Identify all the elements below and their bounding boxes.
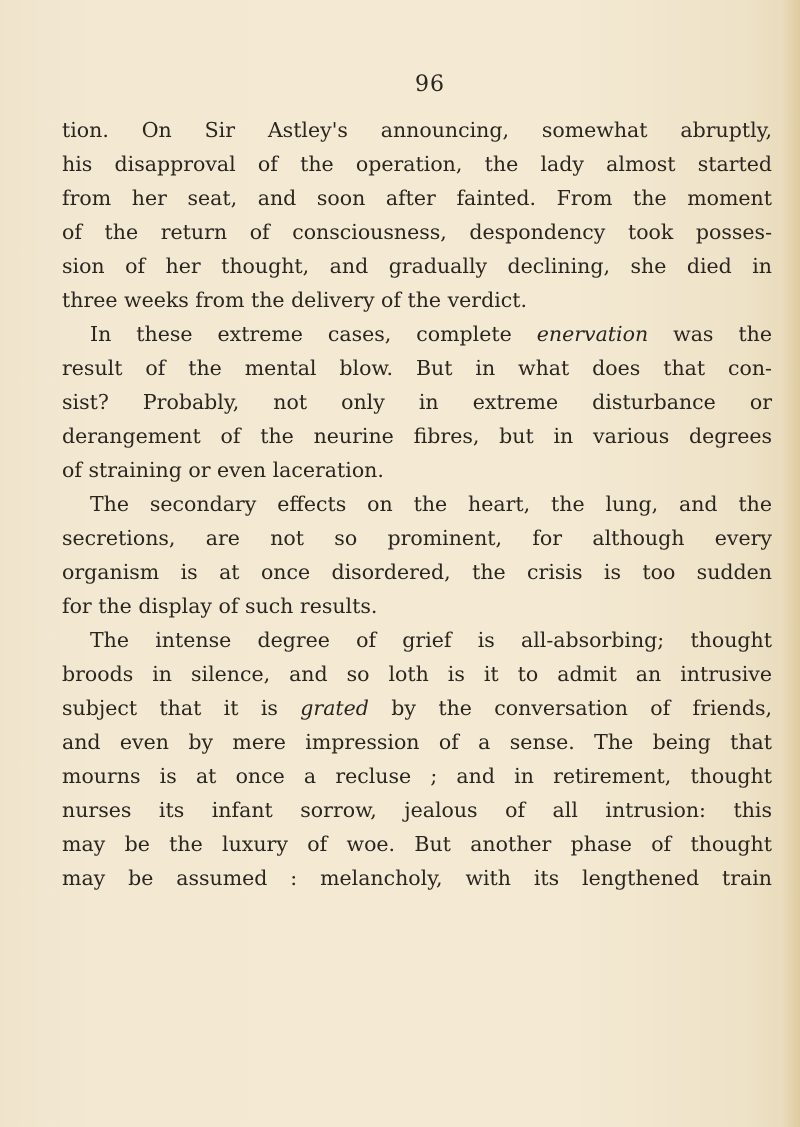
text-line bbox=[62, 317, 772, 351]
text-line: organism is at once disordered, the crisis is too sudden bbox=[62, 560, 772, 584]
text-line: tion. On Sir Astley's announcing, somewhat abruptly, bbox=[62, 118, 772, 142]
text-line: and even by mere impression of a sense. The being that bbox=[62, 730, 772, 754]
italic-term: enervation bbox=[536, 322, 649, 346]
page-number: 96 bbox=[415, 72, 445, 97]
text-line: may be the luxury of woe. But another phase of thought bbox=[62, 832, 772, 856]
text-line: may be assumed : melancholy, with its lengthened train bbox=[62, 866, 772, 890]
text-line: of the return of consciousness, despondency took posses- bbox=[62, 220, 772, 244]
text-segment: In these extreme cases, complete bbox=[90, 322, 537, 346]
text-line: derangement of the neurine fibres, but in various degrees bbox=[62, 424, 772, 448]
text-line: broods in silence, and so loth is it to admit an intrusive bbox=[62, 662, 772, 686]
text-segment: subject that it is bbox=[62, 696, 301, 720]
text-line: nurses its infant sorrow, jealous of all intrusion: this bbox=[62, 798, 772, 822]
text-line: The secondary effects on the heart, the lung, and the bbox=[90, 492, 772, 516]
text-line: sist? Probably, not only in extreme disturbance or bbox=[62, 390, 772, 414]
text-line: sion of her thought, and gradually declining, she died in bbox=[62, 254, 772, 278]
text-line: for the display of such results. bbox=[62, 594, 378, 618]
italic-term: grated bbox=[300, 696, 369, 720]
text-line: from her seat, and soon after fainted. From the moment bbox=[62, 186, 772, 210]
text-line: of straining or even laceration. bbox=[62, 458, 384, 482]
text-segment: was the bbox=[648, 322, 772, 346]
text-line: secretions, are not so prominent, for although every bbox=[62, 526, 772, 550]
body-text bbox=[62, 113, 772, 895]
text-line: The intense degree of grief is all-absorbing; thought bbox=[90, 628, 772, 652]
page-edge-shadow bbox=[782, 0, 800, 1127]
text-line: result of the mental blow. But in what does that con- bbox=[62, 356, 772, 380]
text-line: three weeks from the delivery of the verdict. bbox=[62, 288, 528, 312]
text-line: his disapproval of the operation, the lady almost started bbox=[62, 152, 772, 176]
text-line: mourns is at once a recluse ; and in retirement, thought bbox=[62, 764, 772, 788]
text-segment: by the conversation of friends, bbox=[368, 696, 772, 720]
text-line bbox=[62, 691, 772, 725]
